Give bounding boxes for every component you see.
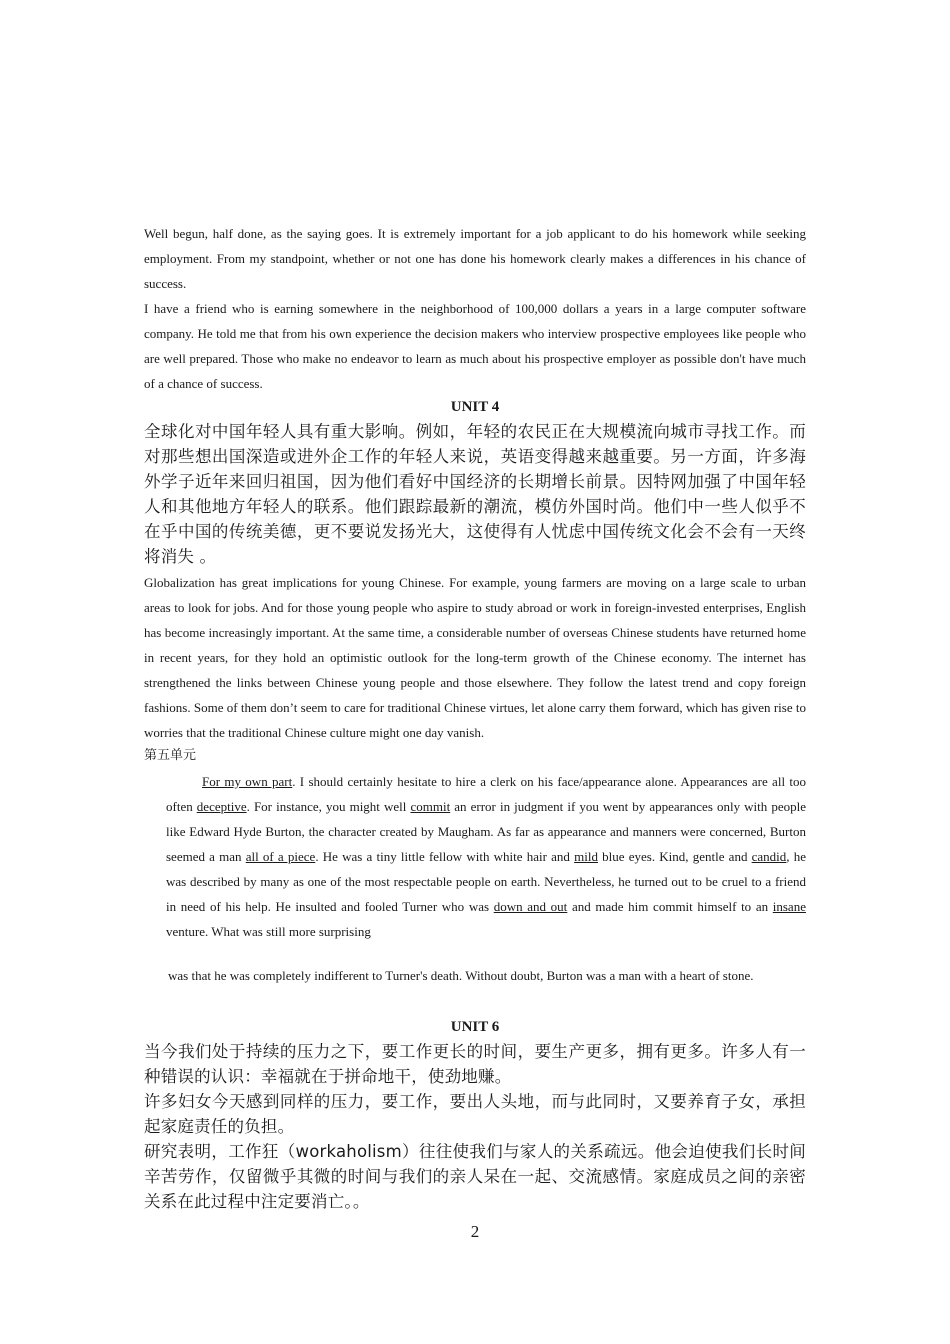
unit6-paragraph-1: 当今我们处于持续的压力之下，要工作更长的时间，要生产更多，拥有更多。许多人有一种错误的认识：幸福就在于拼命地干，使劲地赚。 — [144, 1042, 806, 1086]
unit5-tail-line: was that he was completely indifferent to Turner's death. Without doubt, Burton was a man with a heart of stone. — [168, 968, 754, 983]
unit6-heading: UNIT 6 — [450, 1019, 500, 1035]
page-number: 2 — [470, 1222, 480, 1241]
unit4-heading: UNIT 4 — [450, 399, 500, 415]
underlined-phrase: For my own part — [202, 774, 293, 789]
passage-text: blue eyes. Kind, gentle and — [597, 849, 752, 864]
underlined-phrase: mild — [574, 849, 598, 864]
passage-text: . For instance, you might well — [246, 799, 411, 814]
underlined-phrase: down and out — [493, 899, 568, 914]
passage-text: an error in judgment if you went by appearances only with people like Edward Hyde Burton, the character created by Maugham. As far as appearance and manners were concerned, Burton seemed a man — [166, 799, 806, 864]
unit4-english-paragraph: Globalization has great implications for young Chinese. For example, young farmers are moving on a large scale to urban areas to look for jobs. And for those young people who aspire to study abroad or work in foreign-invested enterprises, English has become increasingly important. At the same time, a considerable number of overseas Chinese students have returned home in recent years, for they hold an optimistic outlook for the long-term growth of the Chinese economy. The internet has strengthened the links between Chinese young people and those elsewhere. They follow the latest trend and copy foreign fashions. Some of them don’t seem to care for traditional Chinese virtues, let alone carry them forward, which has given rise to worries that the traditional Chinese culture might one day vanish. — [144, 575, 806, 740]
unit5-passage — [166, 769, 806, 944]
passage-text: and made him commit himself to an — [567, 899, 773, 914]
passage-text: venture. What was still more surprising — [166, 924, 371, 939]
unit5-label: 第五单元 — [144, 748, 197, 763]
unit4-chinese-paragraph: 全球化对中国年轻人具有重大影响。例如，年轻的农民正在大规模流向城市寻找工作。而对那些想出国深造或进外企工作的年轻人来说，英语变得越来越重要。另一方面，许多海外学子近年来回归祖国，因为他们看好中国经济的长期增长前景。因特网加强了中国年轻人和其他地方年轻人的联系。他们跟踪最新的潮流，模仿外国时尚。他们中一些人似乎不在乎中国的传统美德，更不要说发扬光大，这使得有人忧虑中国传统文化会不会有一天终将消失 。 — [144, 422, 806, 566]
intro-paragraph-2: I have a friend who is earning somewhere in the neighborhood of 100,000 dollars a years in a large computer software company. He told me that from his own experience the decision makers who interview prospective employees like people who are well prepared. Those who make no endeavor to learn as much about his prospective employer as possible don't have much of a chance of success. — [144, 301, 806, 391]
unit6-paragraph-3: 研究表明，工作狂（workaholism）往往使我们与家人的关系疏远。他会迫使我们长时间辛苦劳作，仅留微乎其微的时间与我们的亲人呆在一起、交流感情。家庭成员之间的亲密关系在此过程中注定要消亡。。 — [144, 1142, 806, 1211]
passage-text: . I should certainly hesitate to hire a clerk on his face/appearance alone. Appearances are all too often — [166, 774, 806, 814]
unit4-section — [144, 419, 806, 745]
underlined-phrase: deceptive — [196, 799, 247, 814]
unit6-section — [144, 1039, 806, 1214]
unit5-paragraph — [166, 769, 806, 944]
passage-text: . He was a tiny little fellow with white hair and — [315, 849, 575, 864]
intro-section — [144, 221, 806, 396]
underlined-phrase: all of a piece — [245, 849, 316, 864]
unit6-paragraph-2: 许多妇女今天感到同样的压力，要工作，要出人头地，而与此同时，又要养育子女，承担起家庭责任的负担。 — [144, 1092, 806, 1136]
intro-paragraph-1: Well begun, half done, as the saying goes. It is extremely important for a job applicant to do his homework while seeking employment. From my standpoint, whether or not one has done his homework clearly makes a differences in his chance of success. — [144, 226, 806, 291]
underlined-phrase: insane — [772, 899, 806, 914]
underlined-phrase: commit — [410, 799, 451, 814]
underlined-phrase: candid — [751, 849, 787, 864]
passage-text: , he was described by many as one of the most respectable people on earth. Nevertheless, he turned out to be cruel to a friend in need of his help. He insulted and fooled Turner who was — [166, 849, 807, 914]
